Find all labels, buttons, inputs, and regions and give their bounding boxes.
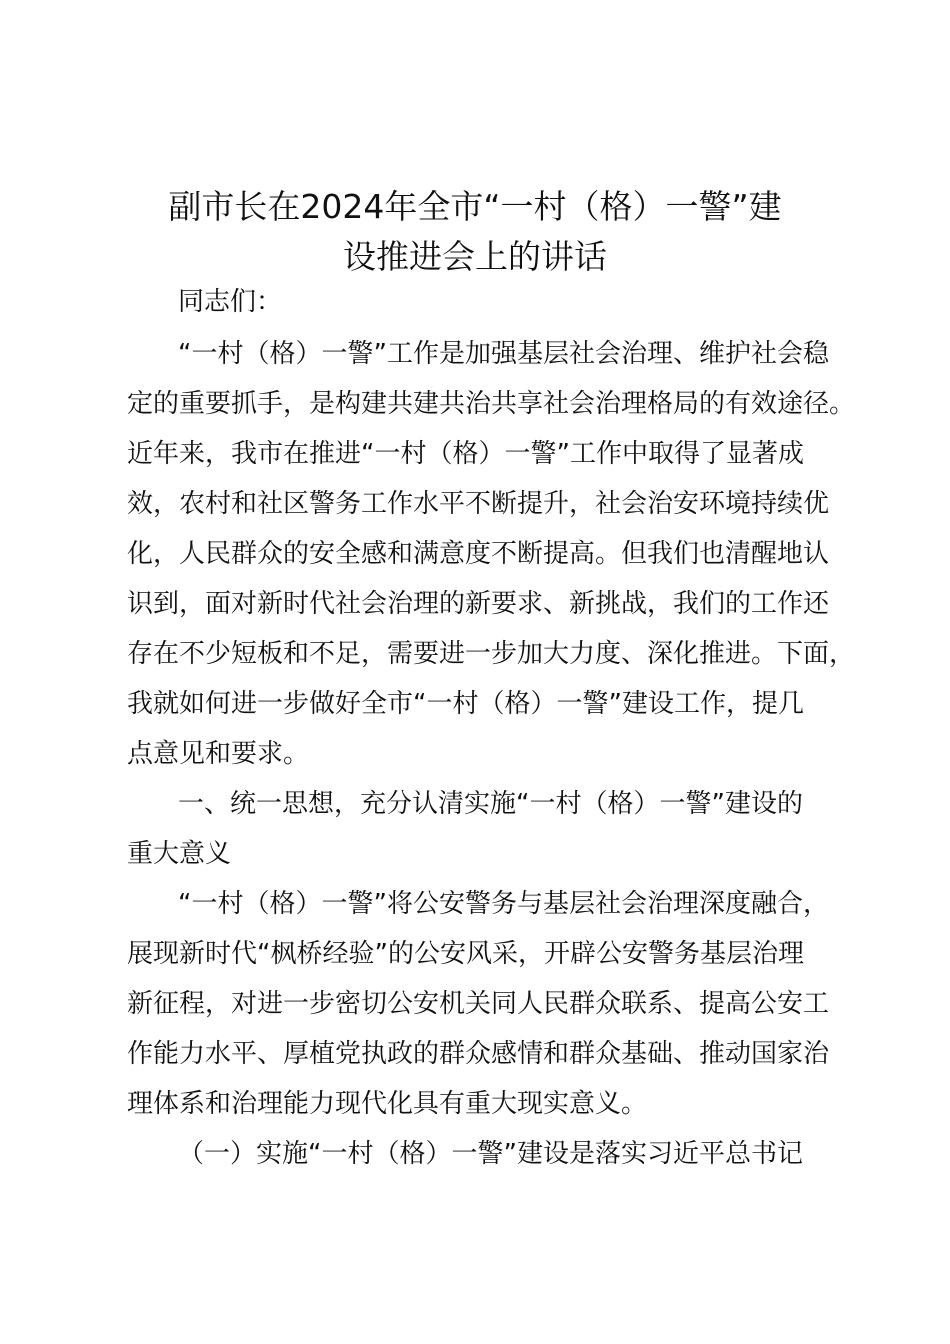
paragraph-1-line-5: 化，人民群众的安全感和满意度不断提高。但我们也清醒地认 [127,539,830,569]
paragraph-2-line-5: 理体系和治理能力现代化具有重大现实意义。 [127,1089,648,1119]
paragraph-1-line-8: 我就如何进一步做好全市“一村（格）一警”建设工作，提几 [127,689,804,719]
paragraph-1-line-6: 识到，面对新时代社会治理的新要求、新挑战，我们的工作还 [127,589,830,619]
document-title-line-2: 设推进会上的讲话 [343,237,607,276]
paragraph-1-line-1: “一村（格）一警”工作是加强基层社会治理、维护社会稳 [178,339,829,369]
paragraph-2-line-4: 作能力水平、厚植党执政的群众感情和群众基础、推动国家治 [127,1039,830,1069]
paragraph-1-line-9: 点意见和要求。 [127,739,310,769]
paragraph-2-line-3: 新征程，对进一步密切公安机关同人民群众联系、提高公安工 [127,989,830,1019]
paragraph-2-line-1: “一村（格）一警”将公安警务与基层社会治理深度融合， [178,889,829,919]
section-1-heading-line-1: 一、统一思想，充分认清实施“一村（格）一警”建设的 [178,789,803,819]
paragraph-1-line-2: 定的重要抓手，是构建共建共治共享社会治理格局的有效途径。 [127,389,856,419]
subsection-1-heading: （一）实施“一村（格）一警”建设是落实习近平总书记 [178,1139,803,1169]
paragraph-2-line-2: 展现新时代“枫桥经验”的公安风采，开辟公安警务基层治理 [127,939,804,969]
document-title-line-1: 副市长在2024年全市“一村（格）一警”建 [168,187,782,226]
paragraph-1-line-3: 近年来，我市在推进“一村（格）一警”工作中取得了显著成 [127,439,804,469]
paragraph-1-line-4: 效，农村和社区警务工作水平不断提升，社会治安环境持续优 [127,489,830,519]
section-1-heading-line-2: 重大意义 [127,839,232,869]
paragraph-1-line-7: 存在不少短板和不足，需要进一步加大力度、深化推进。下面， [127,639,856,669]
salutation: 同志们： [178,287,283,317]
